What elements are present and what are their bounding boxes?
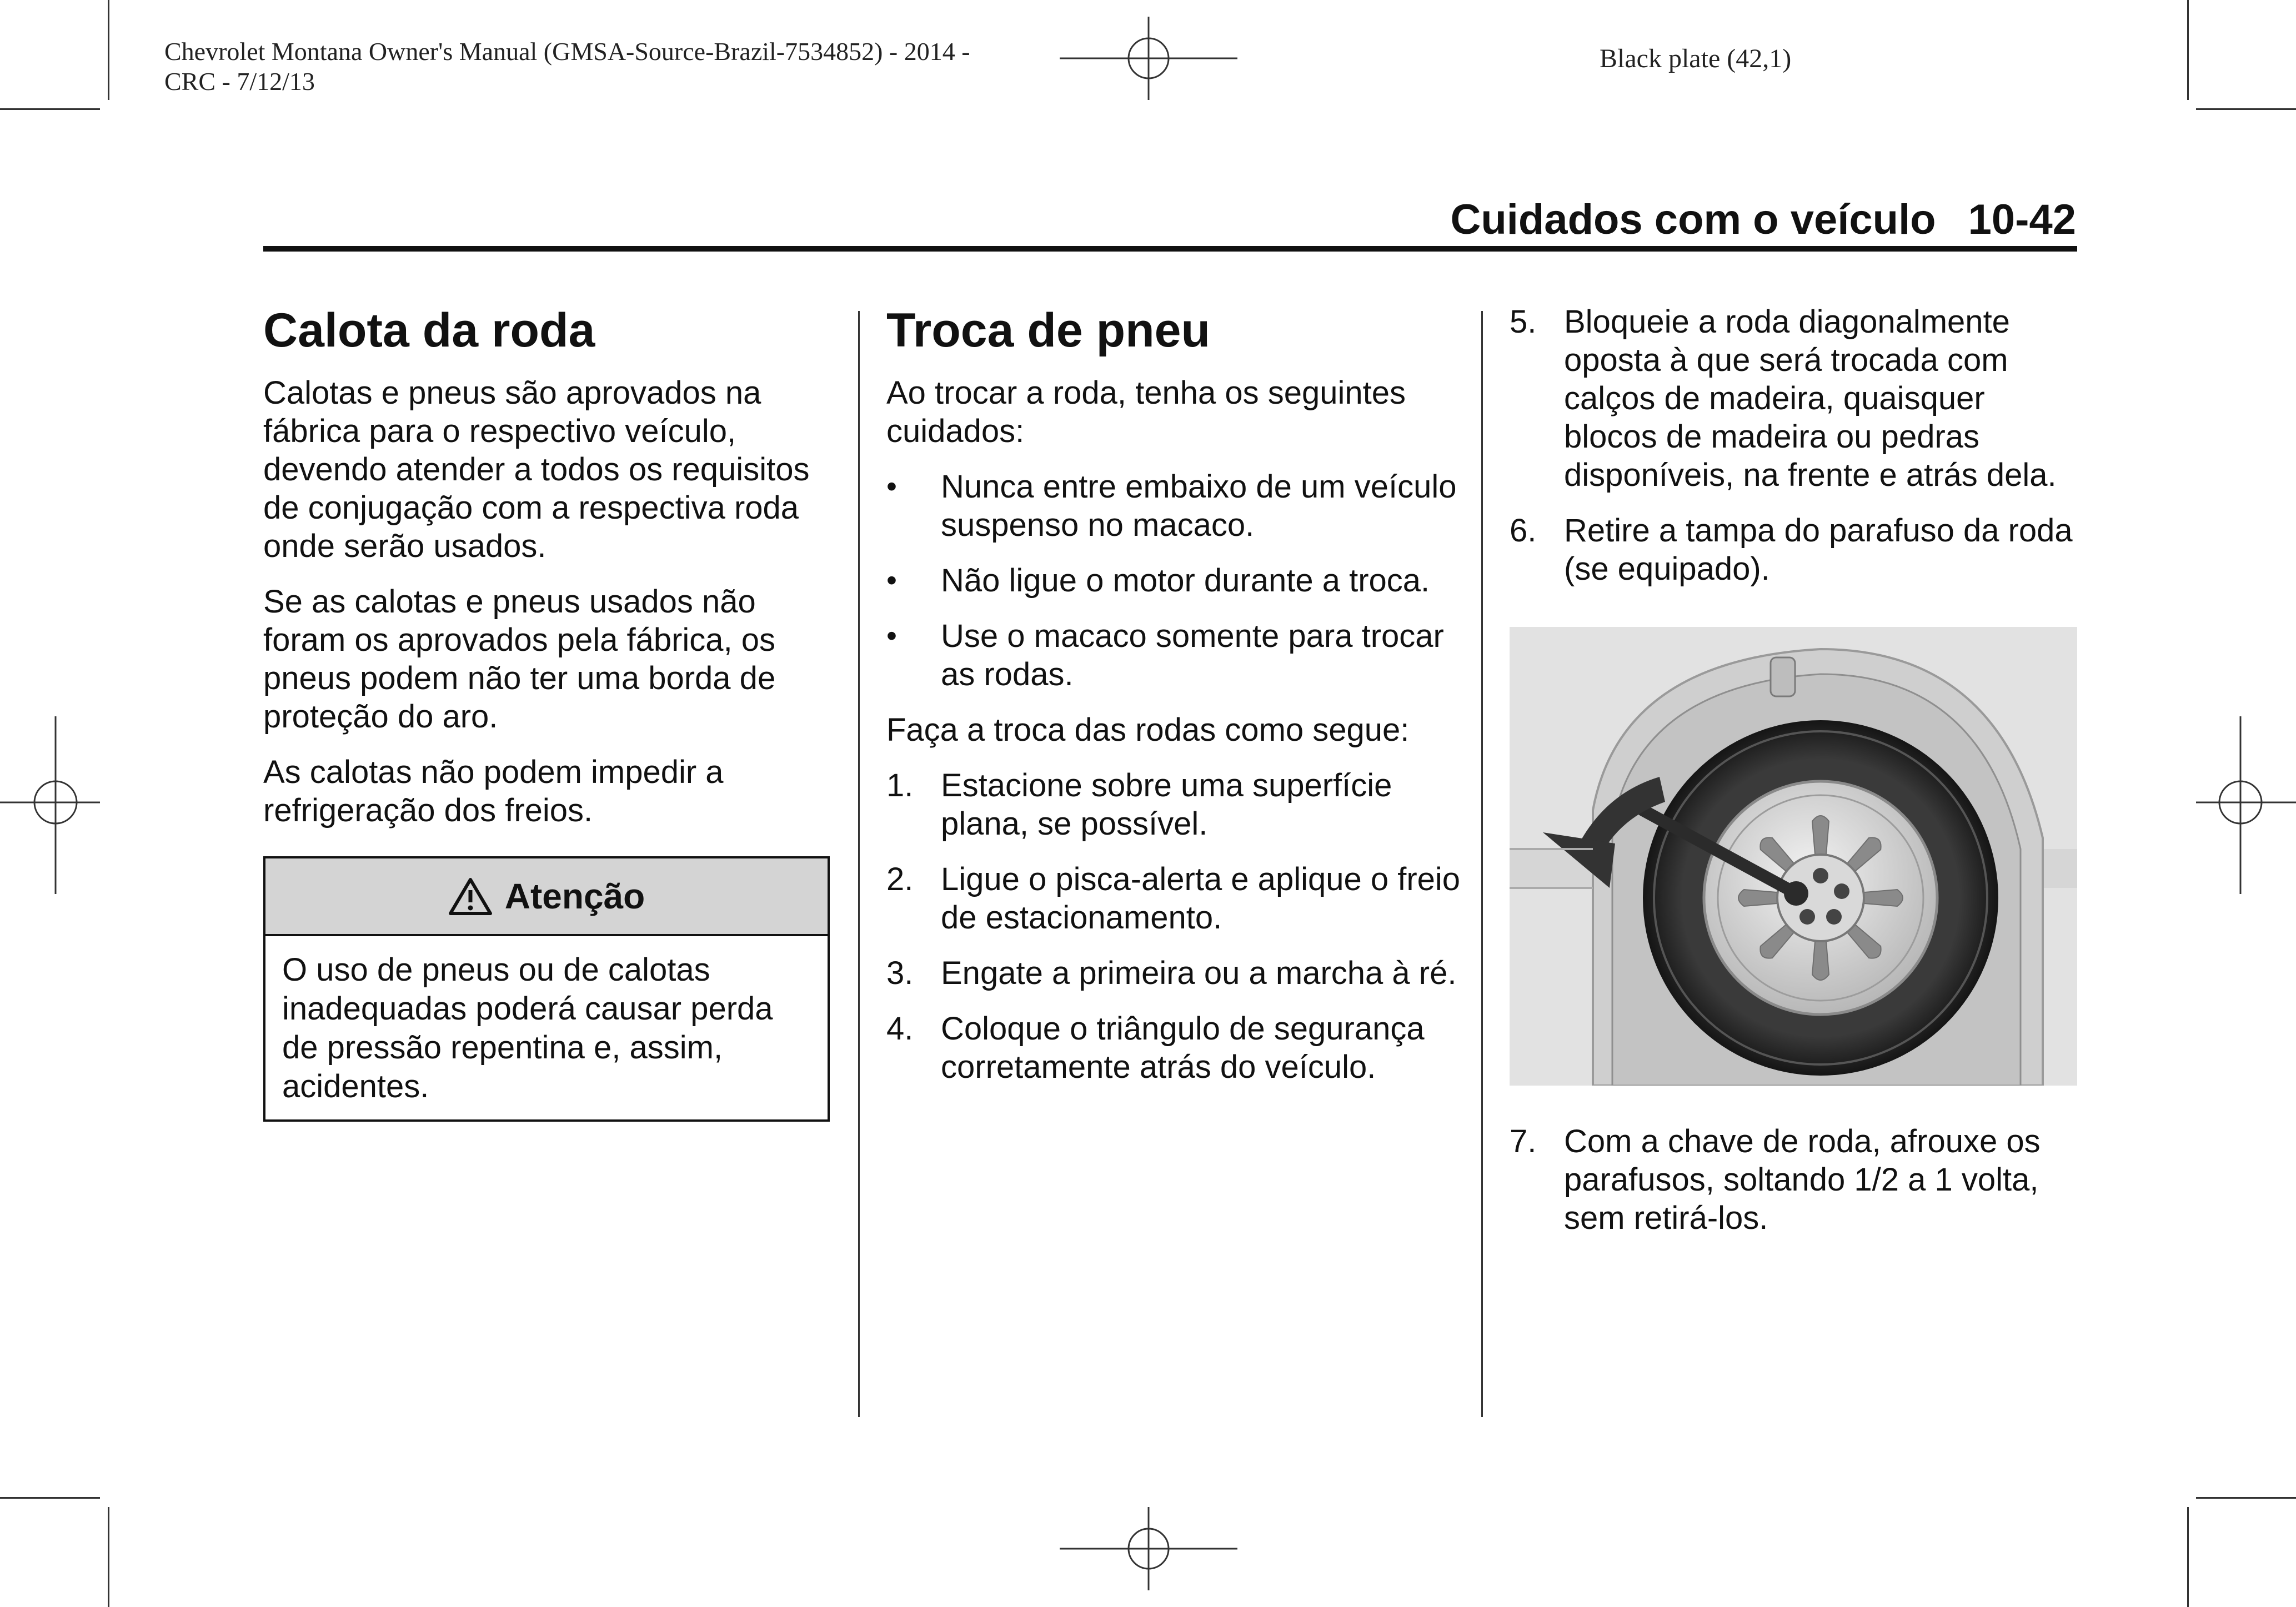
bullet: • xyxy=(886,564,897,597)
precaution-list xyxy=(886,468,1464,694)
registration-mark-right xyxy=(2196,716,2296,894)
print-header-right: Black plate (42,1) xyxy=(1600,44,1792,73)
column-divider-2 xyxy=(1481,311,1483,1417)
paragraph: Calotas e pneus são aprovados na fábrica para o respectivo veículo, devendo atender a todos os requisitos de conjugação com a respectiva roda onde serão usados. xyxy=(263,375,810,564)
registration-mark-left xyxy=(0,716,100,894)
list-item: • Nunca entre embaixo de um veículo suspenso no macaco. xyxy=(886,469,1457,543)
warning-title-text: Atenção xyxy=(504,876,645,916)
print-header-line2: CRC - 7/12/13 xyxy=(164,67,315,96)
list-item: 7. Com a chave de roda, afrouxe os parafusos, soltando 1/2 a 1 volta, sem retirá-los. xyxy=(1510,1123,2041,1236)
header-rule xyxy=(263,246,2077,252)
registration-mark-top xyxy=(1060,17,1237,100)
list-item: 6. Retire a tampa do parafuso da roda (se equipado). xyxy=(1510,513,2073,587)
list-item: • Use o macaco somente para trocar as rodas. xyxy=(886,618,1444,692)
paragraph: Se as calotas e pneus usados não foram os aprovados pela fábrica, os pneus podem não ter uma borda de proteção do aro. xyxy=(263,584,776,735)
registration-mark-bottom xyxy=(1060,1507,1237,1590)
list-item: 4. Coloque o triângulo de segurança corretamente atrás do veículo. xyxy=(886,1011,1425,1085)
warning-body: O uso de pneus ou de calotas inadequadas poderá causar perda de pressão repentina e, assim, acidentes. xyxy=(282,952,773,1104)
running-head xyxy=(1450,195,2076,244)
heading-calota-da-roda: Calota da roda xyxy=(263,304,595,357)
bullet: • xyxy=(886,619,897,652)
column-2 xyxy=(886,303,1464,1103)
warning-triangle-icon xyxy=(448,877,493,916)
heading-troca-de-pneu: Troca de pneu xyxy=(886,304,1211,357)
warning-box xyxy=(263,856,830,1122)
paragraph: As calotas não podem impedir a refrigeração dos freios. xyxy=(263,754,724,828)
list-item: 3. Engate a primeira ou a marcha à ré. xyxy=(886,955,1457,991)
steps-list-final xyxy=(1510,1122,2077,1237)
list-item: • Não ligue o motor durante a troca. xyxy=(886,563,1430,599)
print-header-line1: Chevrolet Montana Owner's Manual (GMSA-Source-Brazil-7534852) - 2014 - xyxy=(164,37,970,66)
print-header-left xyxy=(164,37,970,97)
wheel-illustration xyxy=(1510,627,2077,1086)
column-1 xyxy=(263,303,830,1122)
list-item: 2. Ligue o pisca-alerta e aplique o freio de estacionamento. xyxy=(886,861,1461,936)
column-divider-1 xyxy=(858,311,860,1417)
bullet: • xyxy=(886,470,897,503)
column-3 xyxy=(1510,303,2077,1254)
wheel-wrench-illustration xyxy=(1510,627,2077,1086)
paragraph: Faça a troca das rodas como segue: xyxy=(886,712,1410,748)
steps-list xyxy=(886,766,1464,1086)
list-item: 1. Estacione sobre uma superfície plana, se possível. xyxy=(886,767,1392,842)
paragraph: Ao trocar a roda, tenha os seguintes cuidados: xyxy=(886,375,1406,449)
list-item: 5. Bloqueie a roda diagonalmente oposta à que será trocada com calços de madeira, quaisquer blocos de madeira ou pedras disponíveis, na frente e atrás dela. xyxy=(1510,304,2057,493)
steps-list-continued xyxy=(1510,303,2077,588)
page-number: 10-42 xyxy=(1968,196,2076,243)
section-title: Cuidados com o veículo xyxy=(1450,196,1936,243)
warning-title xyxy=(265,858,828,936)
